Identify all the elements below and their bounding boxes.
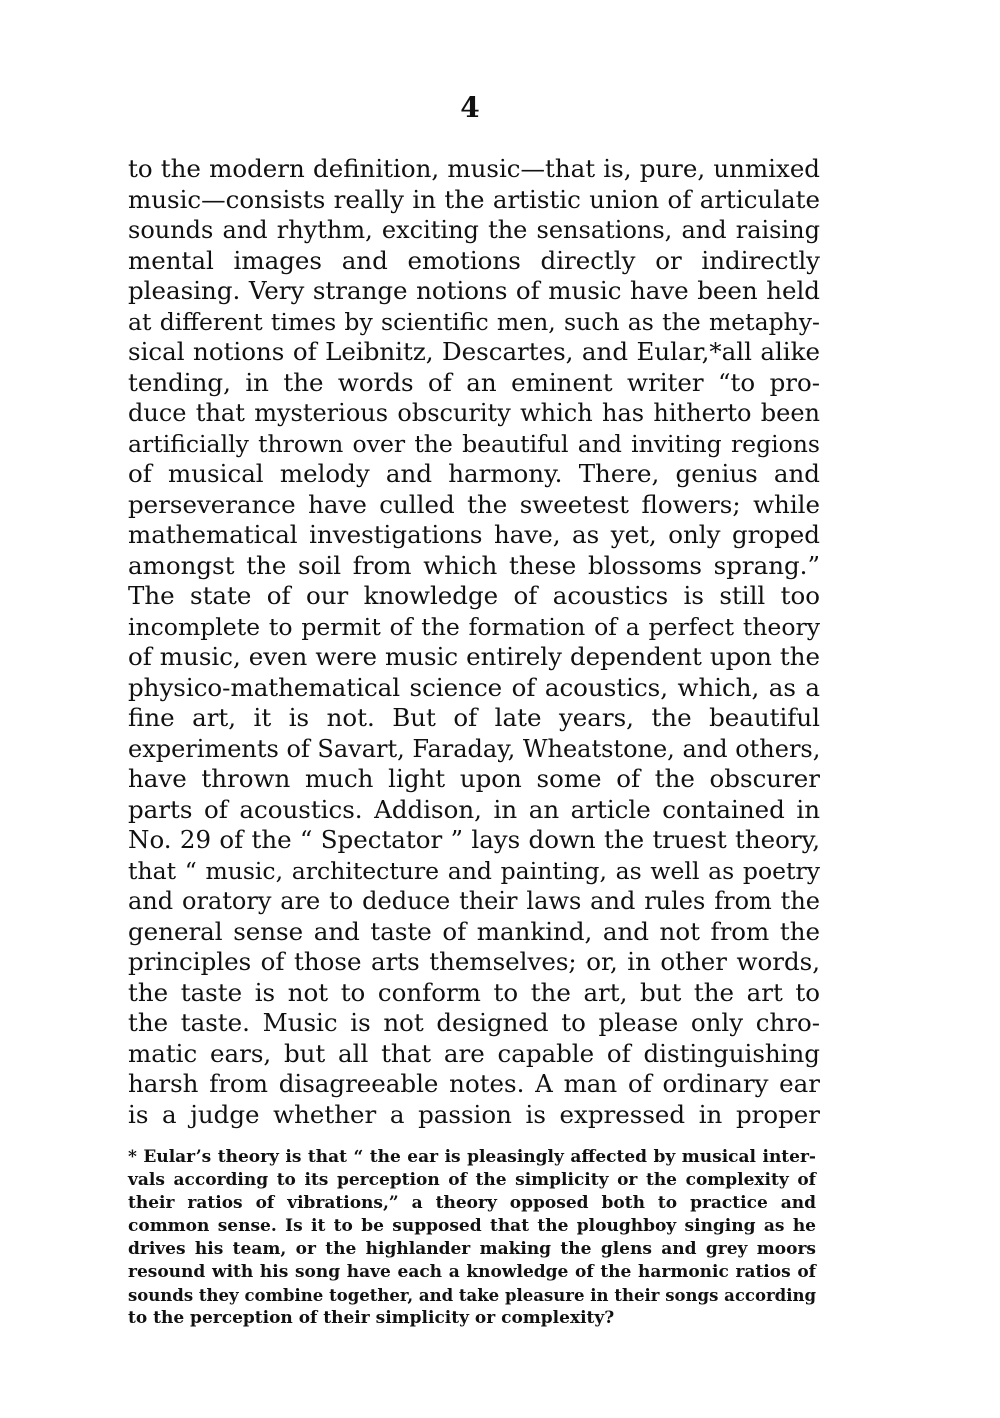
body-line: the taste is not to conform to the art, but the art to bbox=[128, 977, 820, 1007]
footnote bbox=[128, 1146, 816, 1330]
body-line: general sense and taste of mankind, and not from the bbox=[128, 916, 820, 946]
body-line: at different times by scientific men, such as the metaphy- bbox=[128, 307, 820, 336]
body-line: to the modern definition, music—that is, pure, unmixed bbox=[128, 154, 820, 183]
body-line: of music, even were music entirely dependent upon the bbox=[128, 642, 820, 671]
body-line: experiments of Savart, Faraday, Wheatstone, and others, bbox=[128, 734, 821, 763]
footnote-line: * Eular’s theory is that “ the ear is pleasingly affected by musical inter- bbox=[128, 1147, 816, 1167]
body-line: music—consists really in the artistic union of articulate bbox=[128, 184, 820, 214]
body-text bbox=[128, 154, 820, 1130]
body-line: fine art, it is not. But of late years, the beautiful bbox=[128, 703, 820, 732]
body-line: of musical melody and harmony. There, genius and bbox=[128, 459, 820, 488]
body-line: duce that mysterious obscurity which has hitherto been bbox=[128, 399, 820, 427]
body-line: the taste. Music is not designed to please only chro- bbox=[128, 1008, 820, 1037]
footnote-line: sounds they combine together, and take pleasure in their songs according bbox=[128, 1286, 816, 1305]
footnote-line: their ratios of vibrations,” a theory opposed both to practice and bbox=[128, 1193, 816, 1213]
body-line: principles of those arts themselves; or, in other words, bbox=[128, 947, 820, 976]
body-line: incomplete to permit of the formation of a perfect theory bbox=[128, 612, 820, 641]
footnote-line: vals according to its perception of the simplicity or the complexity of bbox=[128, 1170, 816, 1190]
body-line: is a judge whether a passion is expressed in proper bbox=[128, 1099, 820, 1129]
body-line: that “ music, architecture and painting, as well as poetry bbox=[128, 856, 820, 885]
body-line: mathematical investigations have, as yet, only groped bbox=[128, 520, 820, 549]
body-line: artificially thrown over the beautiful and inviting regions bbox=[128, 429, 820, 458]
body-line: sounds and rhythm, exciting the sensations, and raising bbox=[128, 216, 820, 244]
body-line: sical notions of Leibnitz, Descartes, and Eular,*all alike bbox=[128, 337, 820, 366]
body-line: perseverance have culled the sweetest flowers; while bbox=[128, 489, 820, 519]
body-line: No. 29 of the “ Spectator ” lays down the truest theory, bbox=[128, 825, 820, 854]
body-line: and oratory are to deduce their laws and rules from the bbox=[128, 887, 820, 915]
body-line: parts of acoustics. Addison, in an article contained in bbox=[128, 794, 820, 824]
body-line: matic ears, but all that are capable of distinguishing bbox=[128, 1038, 820, 1068]
body-line: pleasing. Very strange notions of music have been held bbox=[128, 276, 820, 305]
body-line: physico-mathematical science of acoustics, which, as a bbox=[128, 672, 820, 702]
body-line: tending, in the words of an eminent writer “to pro- bbox=[128, 367, 820, 397]
body-line: have thrown much light upon some of the obscurer bbox=[128, 764, 820, 793]
body-line: harsh from disagreeable notes. A man of ordinary ear bbox=[128, 1069, 820, 1098]
footnote-line: resound with his song have each a knowledge of the harmonic ratios of bbox=[128, 1262, 816, 1282]
footnote-line: to the perception of their simplicity or complexity? bbox=[128, 1308, 615, 1328]
body-line: The state of our knowledge of acoustics is still too bbox=[128, 581, 820, 610]
footnote-line: drives his team, or the highlander making the glens and grey moors bbox=[128, 1239, 816, 1259]
footnote-line: common sense. Is it to be supposed that the ploughboy singing as he bbox=[128, 1216, 816, 1236]
body-line: amongst the soil from which these blossoms sprang.” bbox=[128, 550, 820, 580]
body-line: mental images and emotions directly or indirectly bbox=[128, 245, 820, 275]
page-number: 4 bbox=[460, 91, 480, 124]
